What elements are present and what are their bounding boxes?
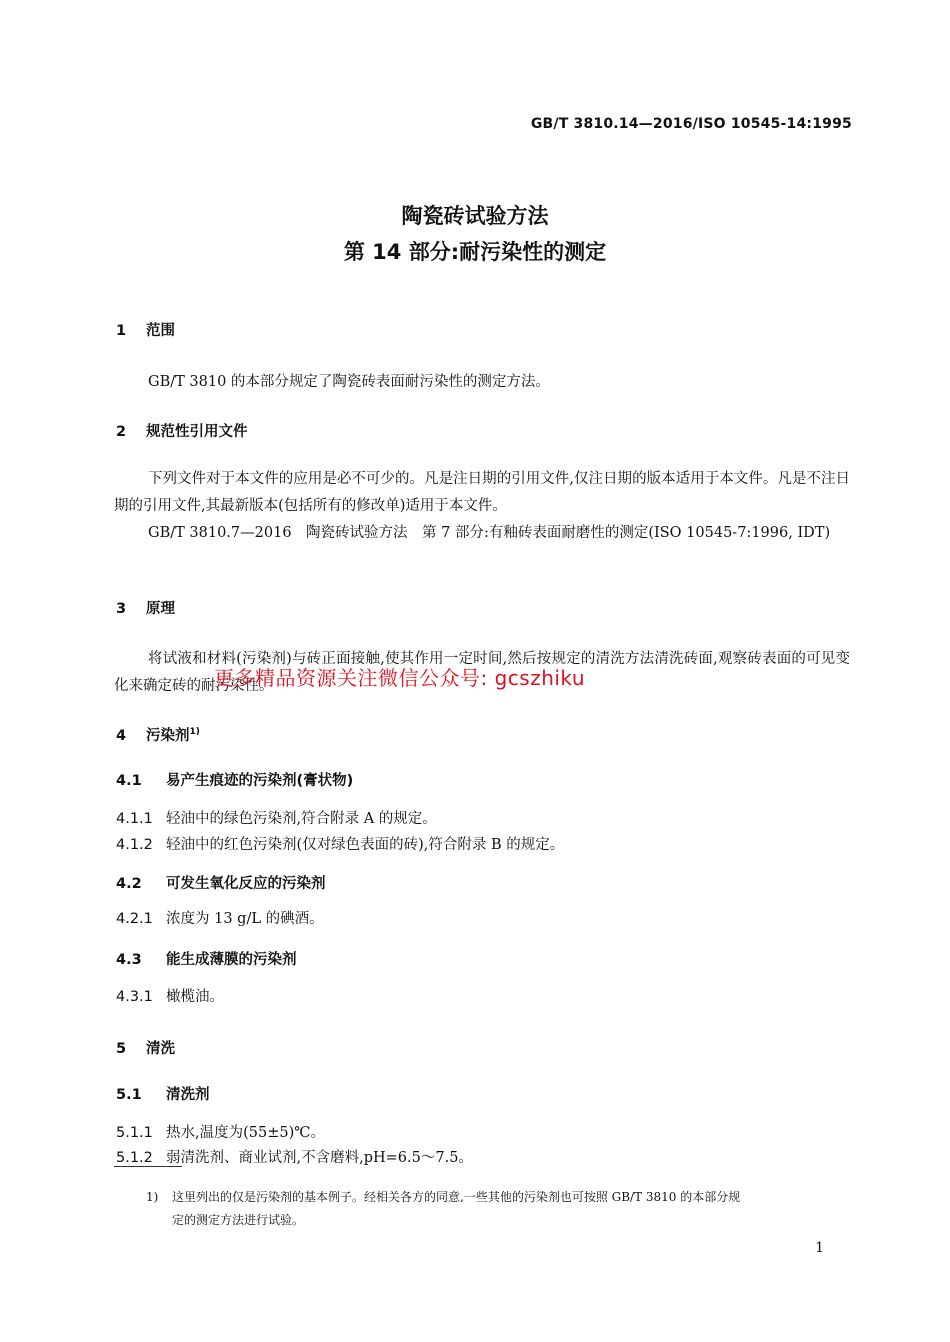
section-title: 清洗 — [146, 1041, 175, 1057]
section-title: 可发生氧化反应的污染剂 — [166, 876, 326, 892]
section-4-heading — [116, 724, 200, 745]
clause-4-1-2 — [116, 833, 564, 854]
clause-number: 5.1.2 — [116, 1150, 153, 1166]
section-number: 1 — [116, 323, 127, 339]
footnote-line-2: 定的测定方法进行试验。 — [172, 1213, 305, 1227]
clause-number: 4.1.2 — [116, 837, 153, 853]
section-number: 5.1 — [116, 1087, 142, 1103]
page-number: 1 — [815, 1240, 824, 1256]
clause-number: 5.1.1 — [116, 1125, 153, 1141]
section-number: 4.1 — [116, 773, 142, 789]
clause-text: 轻油中的绿色污染剂,符合附录 A 的规定。 — [166, 811, 437, 827]
clause-4-2-1 — [116, 907, 324, 928]
clause-5-1-2 — [116, 1146, 473, 1167]
section-number: 4.3 — [116, 952, 142, 968]
section-title: 范围 — [146, 323, 175, 339]
standard-number: GB/T 3810.14—2016/ISO 10545-14:1995 — [530, 116, 852, 132]
section-5-heading — [116, 1037, 175, 1058]
section-number: 2 — [116, 424, 127, 440]
section-4-3-heading — [116, 948, 297, 969]
clause-4-3-1 — [116, 985, 224, 1006]
footnote-line-1 — [146, 1188, 740, 1205]
section-1-text: GB/T 3810 的本部分规定了陶瓷砖表面耐污染性的测定方法。 — [148, 374, 550, 390]
clause-4-1-1 — [116, 807, 437, 828]
clause-number: 4.2.1 — [116, 911, 153, 927]
section-title: 易产生痕迹的污染剂(膏状物) — [166, 773, 354, 789]
clause-text: 浓度为 13 g/L 的碘酒。 — [166, 911, 324, 927]
section-3-heading — [116, 597, 175, 618]
section-title: 能生成薄膜的污染剂 — [166, 952, 297, 968]
section-2-text: 下列文件对于本文件的应用是必不可少的。凡是注日期的引用文件,仅注日期的版本适用于本文件。凡是不注日期的引用文件,其最新版本(包括所有的修改单)适用于本文件。 — [114, 471, 850, 514]
section-number: 5 — [116, 1041, 127, 1057]
section-title: 污染剂 — [146, 728, 190, 744]
clause-number: 4.1.1 — [116, 811, 153, 827]
clause-5-1-1 — [116, 1121, 325, 1142]
clause-text: 轻油中的红色污染剂(仅对绿色表面的砖),符合附录 B 的规定。 — [166, 837, 565, 853]
footnote-mark: 1) — [189, 727, 200, 738]
section-2-heading — [116, 420, 248, 441]
section-number: 4.2 — [116, 876, 142, 892]
clause-number: 4.3.1 — [116, 989, 153, 1005]
section-title: 原理 — [146, 601, 175, 617]
section-title: 规范性引用文件 — [146, 424, 248, 440]
footnote-text: 这里列出的仅是污染剂的基本例子。经相关各方的同意,一些其他的污染剂也可按照 GB/T 3810 的本部分规 — [172, 1190, 741, 1204]
section-4-2-heading — [116, 872, 326, 893]
footnote-divider — [114, 1166, 182, 1167]
document-title: 陶瓷砖试验方法 — [401, 204, 549, 228]
section-1-heading — [116, 319, 175, 340]
clause-text: 热水,温度为(55±5)℃。 — [166, 1125, 325, 1141]
document-subtitle: 第 14 部分:耐污染性的测定 — [343, 240, 607, 264]
clause-text: 橄榄油。 — [166, 989, 224, 1005]
section-number: 3 — [116, 601, 127, 617]
clause-text: 弱清洗剂、商业试剂,不含磨料,pH=6.5～7.5。 — [166, 1150, 473, 1166]
watermark-text: 更多精品资源关注微信公众号: gcszhiku — [214, 666, 586, 690]
section-5-1-heading — [116, 1083, 210, 1104]
section-3-text: 将试液和材料(污染剂)与砖正面接触,使其作用一定时间,然后按规定的清洗方法清洗砖面,观察砖表面的可见变化来确定砖的耐污染性。 — [114, 651, 850, 694]
section-4-1-heading — [116, 769, 353, 790]
normative-reference: GB/T 3810.7—2016 陶瓷砖试验方法 第 7 部分:有釉砖表面耐磨性的测定(ISO 10545-7:1996, IDT) — [148, 525, 831, 541]
footnote-number: 1) — [146, 1190, 159, 1204]
section-number: 4 — [116, 728, 127, 744]
section-title: 清洗剂 — [166, 1087, 210, 1103]
